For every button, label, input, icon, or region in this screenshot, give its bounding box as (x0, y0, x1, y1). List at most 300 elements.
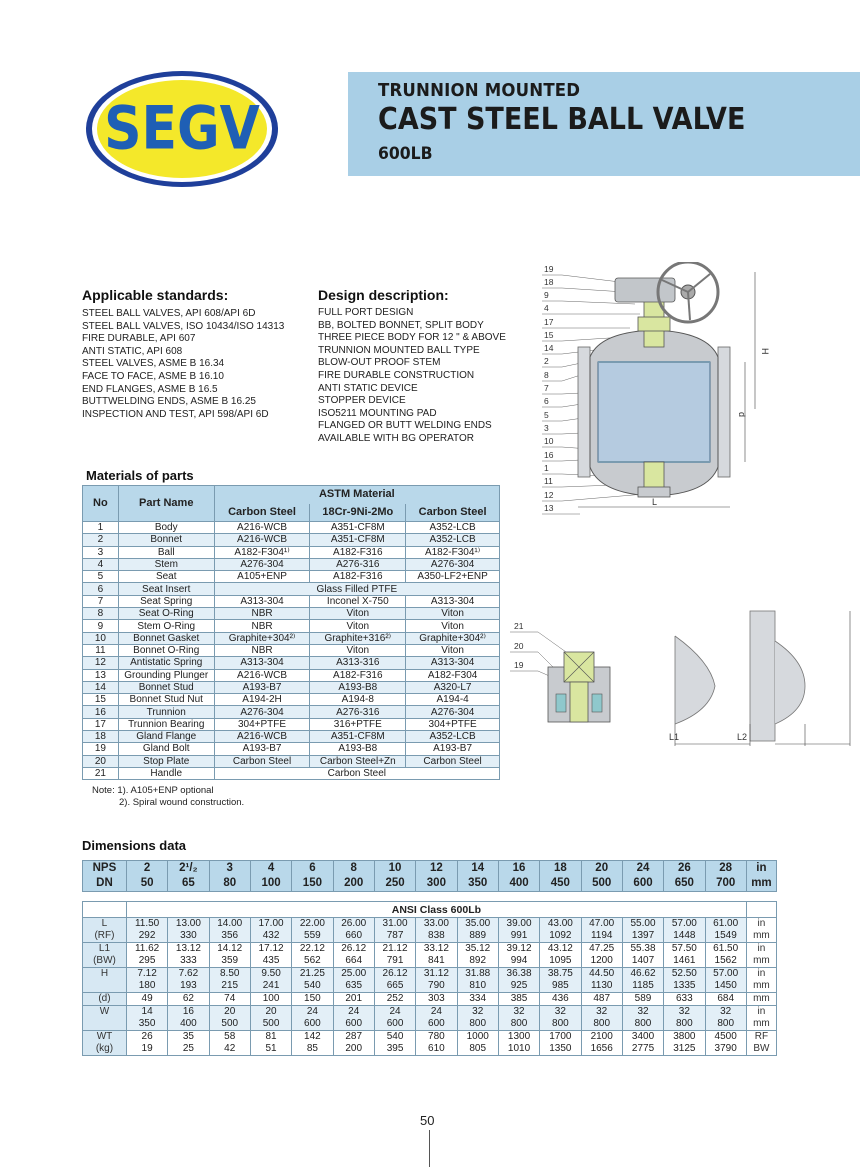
table-cell: Seat (118, 571, 214, 583)
table-row (83, 968, 777, 981)
table-cell: 39.12 (498, 943, 539, 956)
list-item: TRUNNION MOUNTED BALL TYPE (318, 344, 480, 356)
table-cell: 51 (250, 1043, 291, 1056)
list-item: FULL PORT DESIGN (318, 307, 414, 318)
nps-value: 8 (333, 861, 374, 877)
table-cell: 142 (292, 1031, 333, 1044)
table-cell: 7.12 (126, 968, 167, 981)
table-cell: A313-304 (214, 657, 310, 669)
table-row (83, 943, 777, 956)
table-cell: A193-B7 (214, 681, 310, 693)
table-cell: 32 (498, 1006, 539, 1019)
table-cell: 2 (83, 534, 119, 546)
table-cell: 31.00 (374, 918, 415, 931)
row-unit: mm (746, 993, 776, 1006)
svg-text:8: 8 (544, 370, 549, 380)
table-cell: 3800 (664, 1031, 705, 1044)
table-cell: A216-WCB (214, 534, 310, 546)
table-row (83, 583, 500, 595)
table-row (83, 571, 500, 583)
unit-in: in (746, 861, 776, 877)
row-label: (RF) (83, 930, 127, 943)
table-row (83, 755, 500, 767)
table-cell: 32 (540, 1006, 581, 1019)
list-item: FIRE DURABLE CONSTRUCTION (318, 369, 475, 381)
table-cell: 24 (292, 1006, 333, 1019)
table-cell: Viton (406, 608, 500, 620)
segv-logo (83, 68, 281, 190)
table-cell: 7 (83, 595, 119, 607)
table-row (83, 718, 500, 730)
table-cell: 49 (126, 993, 167, 1006)
table-cell: 800 (457, 1018, 498, 1031)
table-cell: 18 (83, 731, 119, 743)
table-cell: 925 (498, 980, 539, 993)
table-cell: 1562 (705, 955, 746, 968)
list-item: THREE PIECE BODY FOR 12 " & ABOVE (318, 332, 506, 344)
table-cell: 24 (374, 1006, 415, 1019)
table-cell: 790 (416, 980, 457, 993)
svg-text:5: 5 (544, 410, 549, 420)
table-cell: Bonnet (118, 534, 214, 546)
table-cell: 838 (416, 930, 457, 943)
table-cell: 1092 (540, 930, 581, 943)
table-cell: Antistatic Spring (118, 657, 214, 669)
svg-text:10: 10 (544, 436, 554, 446)
table-cell: 994 (498, 955, 539, 968)
dn-value: 500 (581, 876, 622, 892)
table-cell: Carbon Steel (406, 755, 500, 767)
callout-labels (544, 264, 554, 513)
dn-value: 450 (540, 876, 581, 892)
dn-value: 300 (416, 876, 457, 892)
table-cell: NBR (214, 644, 310, 656)
table-cell: Graphite+316²⁾ (310, 632, 406, 644)
nps-value: 16 (498, 861, 539, 877)
table-cell: 1350 (540, 1043, 581, 1056)
table-cell: 33.12 (416, 943, 457, 956)
table-row (83, 694, 500, 706)
table-cell: 31.88 (457, 968, 498, 981)
table-cell: 43.00 (540, 918, 581, 931)
table-cell: 11 (83, 644, 119, 656)
table-row (83, 731, 500, 743)
table-cell: 287 (333, 1031, 374, 1044)
table-cell: 1700 (540, 1031, 581, 1044)
table-cell: Stop Plate (118, 755, 214, 767)
table-cell: 487 (581, 993, 622, 1006)
table-cell: Carbon Steel (214, 767, 499, 779)
dn-value: 400 (498, 876, 539, 892)
table-row (83, 1043, 777, 1056)
table-cell: A216-WCB (214, 669, 310, 681)
dn-value: 65 (168, 876, 209, 892)
table-cell: 991 (498, 930, 539, 943)
table-cell: 13 (83, 669, 119, 681)
table-cell: 20 (83, 755, 119, 767)
dn-value: 50 (126, 876, 167, 892)
table-row (83, 620, 500, 632)
col-header-stainless: 18Cr-9Ni-2Mo (310, 504, 406, 522)
list-item: STEEL BALL VALVES, API 608/API 6D (82, 308, 256, 319)
table-cell: 17 (83, 718, 119, 730)
table-cell: 303 (416, 993, 457, 1006)
dim-H-label: H (760, 348, 770, 355)
nps-value: 14 (457, 861, 498, 877)
table-cell: 20 (209, 1006, 250, 1019)
table-cell: 36.38 (498, 968, 539, 981)
table-cell: 435 (250, 955, 291, 968)
table-cell: A193-B8 (310, 681, 406, 693)
table-cell: A352-LCB (406, 534, 500, 546)
table-cell: A320-L7 (406, 681, 500, 693)
table-cell: A194-4 (406, 694, 500, 706)
note-2: 2). Spiral wound construction. (119, 797, 245, 808)
table-cell: 57.00 (664, 918, 705, 931)
table-cell: 11.50 (126, 918, 167, 931)
svg-text:3: 3 (544, 423, 549, 433)
table-cell: 21 (83, 767, 119, 779)
end-connection-drawing (655, 606, 860, 756)
table-cell: A276-304 (406, 706, 500, 718)
table-cell: Seat Spring (118, 595, 214, 607)
table-cell: 10 (83, 632, 119, 644)
table-cell: 800 (540, 1018, 581, 1031)
table-cell: Trunnion Bearing (118, 718, 214, 730)
table-cell: A276-304 (214, 558, 310, 570)
table-cell: 61.50 (705, 943, 746, 956)
table-cell: 684 (705, 993, 746, 1006)
table-cell: 22.00 (292, 918, 333, 931)
table-cell: A276-304 (214, 706, 310, 718)
dim-L2-label: L2 (737, 732, 748, 742)
table-cell: 14.12 (209, 943, 250, 956)
table-cell: A182-F304 (406, 669, 500, 681)
table-cell: 200 (333, 1043, 374, 1056)
table-cell: A194-2H (214, 694, 310, 706)
table-cell: A313-304 (406, 595, 500, 607)
col-header-no: No (83, 486, 119, 522)
table-cell: A182-F316 (310, 669, 406, 681)
table-cell: 46.62 (622, 968, 663, 981)
table-cell: Viton (406, 620, 500, 632)
table-cell: 39.00 (498, 918, 539, 931)
table-cell: A193-B7 (406, 743, 500, 755)
table-cell: 32 (622, 1006, 663, 1019)
nps-value: 26 (664, 861, 705, 877)
table-cell: 1010 (498, 1043, 539, 1056)
table-cell: A182-F316 (310, 546, 406, 558)
table-cell: 800 (664, 1018, 705, 1031)
svg-text:14: 14 (544, 343, 554, 353)
table-cell: 62 (168, 993, 209, 1006)
table-row (83, 767, 500, 779)
table-cell: Body (118, 522, 214, 534)
table-cell: 20 (250, 1006, 291, 1019)
dn-value: 350 (457, 876, 498, 892)
table-cell: 889 (457, 930, 498, 943)
row-unit: mm (746, 980, 776, 993)
table-cell: 665 (374, 980, 415, 993)
standards-heading: Applicable standards: (82, 287, 229, 303)
table-cell: 19 (83, 743, 119, 755)
list-item: END FLANGES, ASME B 16.5 (82, 383, 218, 395)
class-row (83, 902, 777, 918)
nps-value: 10 (374, 861, 415, 877)
table-cell: 8 (83, 608, 119, 620)
table-cell: NBR (214, 620, 310, 632)
row-label: (d) (83, 993, 127, 1006)
table-cell: Ball (118, 546, 214, 558)
table-cell: 333 (168, 955, 209, 968)
table-row (83, 1006, 777, 1019)
svg-text:13: 13 (544, 503, 554, 513)
dn-value: 600 (622, 876, 663, 892)
list-item: BLOW-OUT PROOF STEM (318, 357, 441, 369)
table-cell: 3 (83, 546, 119, 558)
table-cell: A276-304 (406, 558, 500, 570)
nps-value: 18 (540, 861, 581, 877)
table-cell: 791 (374, 955, 415, 968)
table-cell: 660 (333, 930, 374, 943)
table-cell: 85 (292, 1043, 333, 1056)
table-cell: 21.25 (292, 968, 333, 981)
row-unit: in (746, 943, 776, 956)
table-cell: Inconel X-750 (310, 595, 406, 607)
nps-value: 6 (292, 861, 333, 877)
page-divider-line (429, 1130, 430, 1167)
list-item: ANTI STATIC, API 608 (82, 345, 183, 357)
row-unit: BW (746, 1043, 776, 1056)
table-cell: 32 (664, 1006, 705, 1019)
dn-value: 700 (705, 876, 746, 892)
table-cell: A105+ENP (214, 571, 310, 583)
table-cell: 1461 (664, 955, 705, 968)
table-cell: 201 (333, 993, 374, 1006)
svg-text:12: 12 (544, 490, 554, 500)
unit-mm: mm (746, 876, 776, 892)
list-item: STEEL VALVES, ASME B 16.34 (82, 358, 225, 370)
table-cell: 1130 (581, 980, 622, 993)
table-cell: 359 (209, 955, 250, 968)
dn-value: 100 (250, 876, 291, 892)
table-cell: A182-F316 (310, 571, 406, 583)
svg-text:4: 4 (544, 303, 549, 313)
table-cell: 26.12 (374, 968, 415, 981)
svg-text:9: 9 (544, 290, 549, 300)
table-cell: A193-B8 (310, 743, 406, 755)
table-cell: 664 (333, 955, 374, 968)
table-row (83, 1018, 777, 1031)
table-cell: 19 (126, 1043, 167, 1056)
dn-value: 150 (292, 876, 333, 892)
table-cell: A194-8 (310, 694, 406, 706)
title-line2: CAST STEEL BALL VALVE (378, 102, 746, 137)
table-cell: Viton (310, 620, 406, 632)
table-row (83, 955, 777, 968)
nps-value: 12 (416, 861, 457, 877)
table-row (83, 1031, 777, 1044)
title-banner (348, 72, 860, 176)
row-label: (BW) (83, 955, 127, 968)
table-cell: Graphite+304²⁾ (214, 632, 310, 644)
table-cell: 81 (250, 1031, 291, 1044)
table-cell: 562 (292, 955, 333, 968)
table-cell: 1000 (457, 1031, 498, 1044)
col-header-part: Part Name (118, 486, 214, 522)
table-cell: 8.50 (209, 968, 250, 981)
row-unit: mm (746, 955, 776, 968)
nps-value: 4 (250, 861, 291, 877)
table-cell: A276-316 (310, 706, 406, 718)
materials-heading: Materials of parts (86, 468, 194, 483)
table-cell: 1397 (622, 930, 663, 943)
table-cell: 4500 (705, 1031, 746, 1044)
dim-d-label: d (737, 412, 747, 418)
page-number: 50 (420, 1113, 435, 1128)
table-cell: Gland Bolt (118, 743, 214, 755)
svg-text:21: 21 (514, 621, 524, 631)
table-cell: Bonnet O-Ring (118, 644, 214, 656)
table-cell: 316+PTFE (310, 718, 406, 730)
table-cell: 193 (168, 980, 209, 993)
svg-text:17: 17 (544, 317, 554, 327)
table-row (83, 546, 500, 558)
table-cell: 787 (374, 930, 415, 943)
svg-text:19: 19 (514, 660, 524, 670)
row-label (83, 1018, 127, 1031)
nps-value: 24 (622, 861, 663, 877)
table-cell: 540 (292, 980, 333, 993)
row-label: WT (83, 1031, 127, 1044)
table-cell: 100 (250, 993, 291, 1006)
table-cell: A352-LCB (406, 731, 500, 743)
table-cell: 3400 (622, 1031, 663, 1044)
table-cell: Viton (310, 608, 406, 620)
table-row (83, 918, 777, 931)
materials-notes (92, 785, 244, 809)
svg-text:7: 7 (544, 383, 549, 393)
table-cell: 385 (498, 993, 539, 1006)
table-cell: 334 (457, 993, 498, 1006)
table-cell: 11.62 (126, 943, 167, 956)
table-cell: Bonnet Gasket (118, 632, 214, 644)
table-cell: 800 (622, 1018, 663, 1031)
table-cell: A350-LF2+ENP (406, 571, 500, 583)
table-cell: 292 (126, 930, 167, 943)
row-unit: in (746, 918, 776, 931)
standards-list (82, 308, 284, 421)
table-cell: Stem O-Ring (118, 620, 214, 632)
row-unit: RF (746, 1031, 776, 1044)
table-cell: 22.12 (292, 943, 333, 956)
header-row-dn (83, 876, 777, 892)
list-item: ISO5211 MOUNTING PAD (318, 407, 437, 419)
table-cell: 61.00 (705, 918, 746, 931)
table-cell: 400 (168, 1018, 209, 1031)
table-cell: 17.12 (250, 943, 291, 956)
dimensions-heading: Dimensions data (82, 838, 187, 853)
table-cell: A193-B7 (214, 743, 310, 755)
table-cell: 436 (540, 993, 581, 1006)
spacer-row (83, 892, 777, 902)
table-cell: Viton (310, 644, 406, 656)
table-row (83, 669, 500, 681)
table-cell: 800 (581, 1018, 622, 1031)
table-cell: Handle (118, 767, 214, 779)
materials-table (82, 485, 500, 780)
row-label: L (83, 918, 127, 931)
table-cell: 985 (540, 980, 581, 993)
table-cell: 26.12 (333, 943, 374, 956)
table-cell: 24 (333, 1006, 374, 1019)
table-row (83, 706, 500, 718)
list-item: FLANGED OR BUTT WELDING ENDS (318, 420, 492, 432)
list-item: INSPECTION AND TEST, API 598/API 6D (82, 408, 269, 420)
table-cell: 241 (250, 980, 291, 993)
col-header-carbon1: Carbon Steel (214, 504, 310, 522)
table-cell: 395 (374, 1043, 415, 1056)
nps-value: 2 (126, 861, 167, 877)
table-cell: 350 (126, 1018, 167, 1031)
table-cell: 432 (250, 930, 291, 943)
stem-detail-drawing (508, 612, 618, 732)
header-row-nps (83, 861, 777, 877)
table-cell: NBR (214, 608, 310, 620)
table-cell: 295 (126, 955, 167, 968)
table-cell: 9.50 (250, 968, 291, 981)
table-cell: 43.12 (540, 943, 581, 956)
table-cell: 44.50 (581, 968, 622, 981)
table-cell: 32 (581, 1006, 622, 1019)
nps-value: 2¹/₂ (168, 861, 209, 877)
table-cell: 32 (705, 1006, 746, 1019)
table-cell: 17.00 (250, 918, 291, 931)
table-cell: 16 (83, 706, 119, 718)
table-cell: 600 (292, 1018, 333, 1031)
col-header-carbon2: Carbon Steel (406, 504, 500, 522)
table-cell: Bonnet Stud Nut (118, 694, 214, 706)
table-cell: Bonnet Stud (118, 681, 214, 693)
table-cell: 1300 (498, 1031, 539, 1044)
table-cell: 841 (416, 955, 457, 968)
table-cell: 780 (416, 1031, 457, 1044)
table-cell: 55.00 (622, 918, 663, 931)
table-cell: 16 (168, 1006, 209, 1019)
list-item: ANTI STATIC DEVICE (318, 382, 418, 394)
svg-text:11: 11 (544, 476, 553, 486)
class-label: ANSI Class 600Lb (126, 902, 746, 918)
table-cell: 1407 (622, 955, 663, 968)
svg-text:6: 6 (544, 396, 549, 406)
table-row (83, 632, 500, 644)
svg-text:19: 19 (544, 264, 554, 274)
table-cell: 14 (126, 1006, 167, 1019)
table-cell: 24 (416, 1006, 457, 1019)
dim-L1-label: L1 (669, 732, 680, 742)
row-unit: mm (746, 1018, 776, 1031)
svg-text:2: 2 (544, 356, 549, 366)
table-cell: 180 (126, 980, 167, 993)
table-cell: 25.00 (333, 968, 374, 981)
table-cell: 600 (416, 1018, 457, 1031)
table-cell: 74 (209, 993, 250, 1006)
table-row (83, 558, 500, 570)
table-cell: A313-304 (406, 657, 500, 669)
table-row (83, 993, 777, 1006)
table-row (83, 608, 500, 620)
table-cell: 252 (374, 993, 415, 1006)
